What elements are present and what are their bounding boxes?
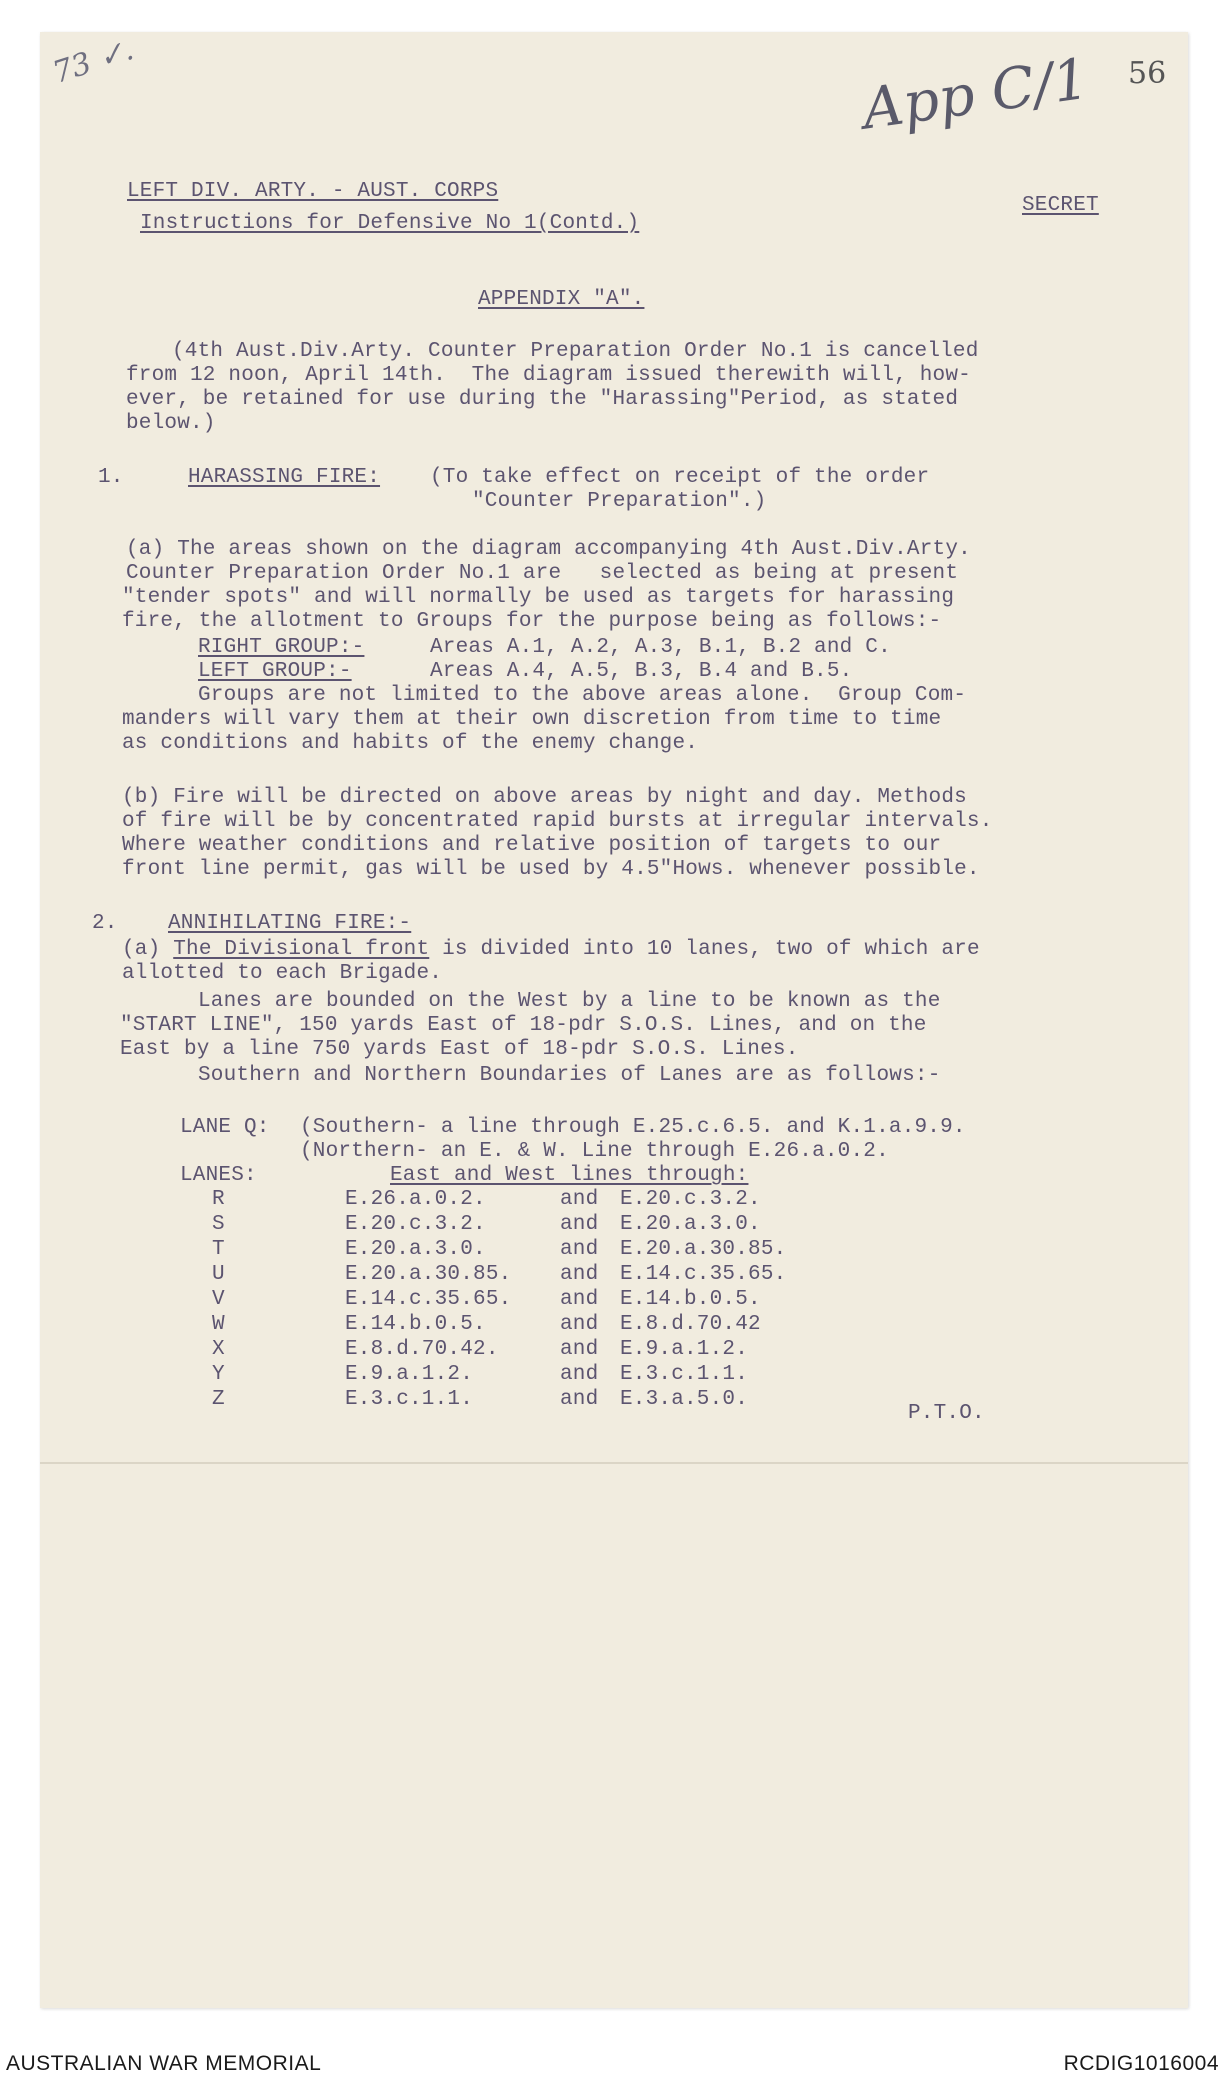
groups-note-1: Groups are not limited to the above areas alone. Group Com- [198,684,967,707]
section2-para-a-rest: is divided into 10 lanes, two of which are [429,938,980,961]
section1-heading-note-1: (To take effect on receipt of the order [430,466,930,489]
left-group-areas: Areas A.4, A.5, B.3, B.4 and B.5. [430,660,853,683]
lane-from: E.9.a.1.2. [345,1363,474,1386]
section1-para-a-3: "tender spots" and will normally be used as targets for harassing [122,586,955,609]
lane-and: and [560,1238,599,1261]
intro-line-2: from 12 noon, April 14th. The diagram issued therewith will, how- [126,364,971,387]
section2-para-a-line1 [122,938,980,962]
lane-from: E.14.b.0.5. [345,1313,486,1336]
section1-para-a-4: fire, the allotment to Groups for the purpose being as follows:- [122,610,942,633]
lane-and: and [560,1388,599,1411]
handwritten-appendix-ref: App C/1 [858,46,1093,143]
lane-id: Y [212,1363,225,1386]
lane-id: X [212,1338,225,1361]
section2-para-a-prefix: (a) [122,938,161,961]
section1-heading-note-2: "Counter Preparation".) [472,490,767,513]
section1-para-b-1: (b) Fire will be directed on above areas by night and day. Methods [122,786,967,809]
lanes-label: LANES: [180,1164,257,1187]
lanes-para-1: Lanes are bounded on the West by a line to be known as the [198,990,941,1013]
lane-id: T [212,1238,225,1261]
paper-fold-line [40,1462,1188,1464]
lane-id: U [212,1263,225,1286]
lane-to: E.14.b.0.5. [620,1288,761,1311]
lane-to: E.8.d.70.42 [620,1313,761,1336]
lane-from: E.20.a.30.85. [345,1263,512,1286]
right-group-label: RIGHT GROUP:- [198,636,365,659]
header-line2: Instructions for Defensive No 1(Contd.) [140,212,640,235]
page-number: 56 [1128,56,1167,91]
footer-record-id: RCDIG1016004 [1063,2052,1219,2075]
section2-para-a-line2: allotted to each Brigade. [122,962,443,985]
section1-number: 1. [98,466,124,489]
boundaries-intro: Southern and Northern Boundaries of Lanes are as follows:- [198,1064,941,1087]
lane-and: and [560,1188,599,1211]
section1-heading: HARASSING FIRE: [188,466,381,489]
section1-para-b-4: front line permit, gas will be used by 4.5"Hows. whenever possible. [122,858,980,881]
lane-from: E.8.d.70.42. [345,1338,499,1361]
lane-q-label: LANE Q: [180,1116,270,1139]
lane-from: E.20.a.3.0. [345,1238,486,1261]
footer-institution: AUSTRALIAN WAR MEMORIAL [6,2052,322,2075]
intro-line-4: below.) [126,412,216,435]
appendix-title: APPENDIX "A". [478,288,645,311]
section1-para-b-3: Where weather conditions and relative position of targets to our [122,834,942,857]
right-group-areas: Areas A.1, A.2, A.3, B.1, B.2 and C. [430,636,891,659]
section2-number: 2. [92,912,118,935]
intro-line-3: ever, be retained for use during the "Harassing"Period, as stated [126,388,959,411]
lane-to: E.3.a.5.0. [620,1388,749,1411]
lane-and: and [560,1213,599,1236]
lane-q-south: (Southern- a line through E.25.c.6.5. and K.1.a.9.9. [300,1116,966,1139]
lane-id: S [212,1213,225,1236]
left-group-label: LEFT GROUP:- [198,660,352,683]
lane-and: and [560,1288,599,1311]
classification: SECRET [1022,194,1099,217]
lanes-para-3: East by a line 750 yards East of 18-pdr S.O.S. Lines. [120,1038,799,1061]
section1-para-b-2: of fire will be by concentrated rapid bursts at irregular intervals. [122,810,993,833]
lane-and: and [560,1363,599,1386]
header-line1: LEFT DIV. ARTY. - AUST. CORPS [127,180,499,203]
lane-from: E.20.c.3.2. [345,1213,486,1236]
lane-and: and [560,1263,599,1286]
pto-note: P.T.O. [908,1402,985,1425]
lane-to: E.3.c.1.1. [620,1363,749,1386]
groups-note-2: manders will vary them at their own discretion from time to time [122,708,942,731]
lane-and: and [560,1338,599,1361]
handwritten-corner-mark: 73 ✓. [48,32,138,91]
lane-q-north: (Northern- an E. & W. Line through E.26.a.0.2. [300,1140,889,1163]
lane-from: E.3.c.1.1. [345,1388,474,1411]
lane-id: W [212,1313,225,1336]
lane-to: E.20.a.30.85. [620,1238,787,1261]
section2-heading: ANNIHILATING FIRE:- [168,912,412,935]
intro-line-1: (4th Aust.Div.Arty. Counter Preparation Order No.1 is cancelled [172,340,979,363]
lane-id: V [212,1288,225,1311]
lanes-para-2: "START LINE", 150 yards East of 18-pdr S.O.S. Lines, and on the [120,1014,927,1037]
section1-para-a-1: (a) The areas shown on the diagram accompanying 4th Aust.Div.Arty. [126,538,971,561]
groups-note-3: as conditions and habits of the enemy change. [122,732,699,755]
lanes-header: East and West lines through: [390,1164,749,1187]
section1-para-a-2: Counter Preparation Order No.1 are selected as being at present [126,562,959,585]
lane-to: E.20.c.3.2. [620,1188,761,1211]
lane-and: and [560,1313,599,1336]
lane-to: E.14.c.35.65. [620,1263,787,1286]
lane-to: E.20.a.3.0. [620,1213,761,1236]
lane-from: E.14.c.35.65. [345,1288,512,1311]
lane-id: Z [212,1388,225,1411]
lane-to: E.9.a.1.2. [620,1338,749,1361]
lane-id: R [212,1188,225,1211]
section2-para-a-underlined: The Divisional front [173,938,430,961]
lane-from: E.26.a.0.2. [345,1188,486,1211]
